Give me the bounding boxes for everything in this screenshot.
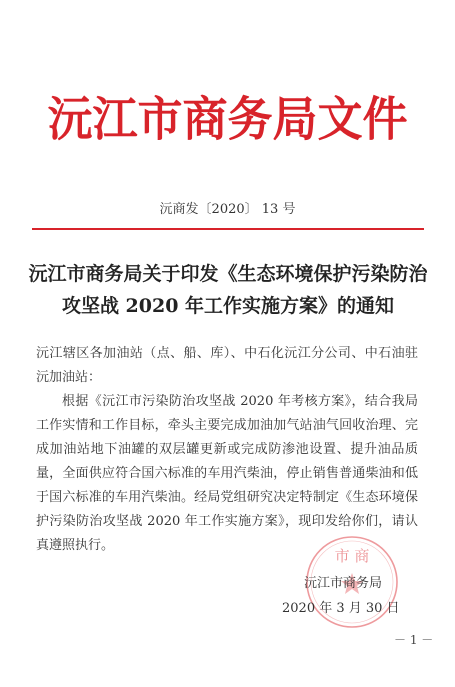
title-line-2: 攻坚战 2020 年工作实施方案》的通知 (61, 295, 395, 317)
issuer-signature: 沅江市商务局 (304, 576, 383, 591)
addressee: 沅江辖区各加油站（点、船、库）、中石化沅江分公司、中石油驻沅加油站： (36, 346, 418, 385)
red-divider-line (32, 228, 424, 230)
issue-date: 2020 年 3 月 30 日 (282, 601, 400, 616)
letterhead-title: 沅江市商务局文件 (47, 91, 408, 148)
seal-text: 市 商 (334, 547, 370, 565)
document-body (36, 342, 418, 558)
document-number: 沅商发〔2020〕 13 号 (159, 202, 296, 217)
title-line-1: 沅江市商务局关于印发《生态环境保护污染防治 (28, 263, 428, 285)
body-paragraph: 根据《沅江市污染防治攻坚战 2020 年考核方案》，结合我局工作实情和工作目标，牵头主要完成加油加气站油气回收治理、完成加油站地下油罐的双层罐更新或完成防渗池设置、提升油品质量，全面供应符合国六标准的车用汽柴油，停止销售普通柴油和低于国六标准的车用汽柴油。经局党组研究决定特制定《生态环境保护污染防治攻坚战 2020 年工作实施方案》，现印发给你们，请认真遵照执行。 (36, 394, 418, 553)
page-number: － 1 － (394, 633, 434, 647)
document-title (28, 258, 428, 322)
